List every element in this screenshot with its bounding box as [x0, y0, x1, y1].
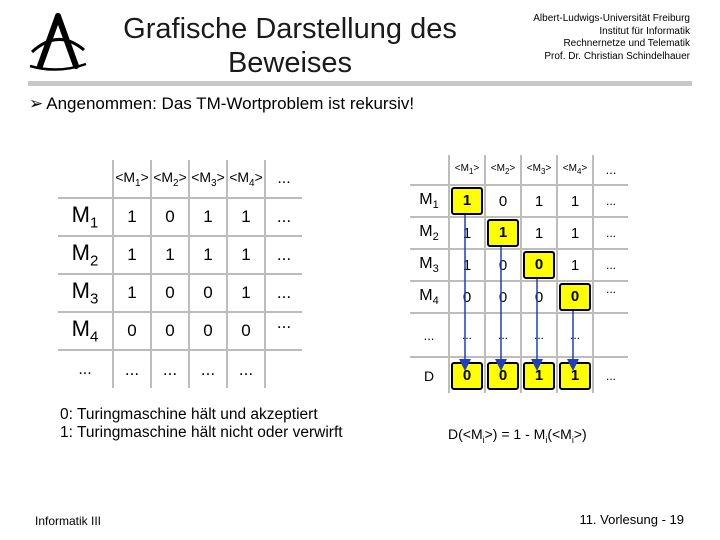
table-row-d: D 0 0 1 1 ...: [410, 357, 628, 393]
d-cell: 0: [485, 357, 521, 393]
matrix-cell: 0: [449, 281, 485, 313]
matrix-cell: 1: [227, 274, 265, 312]
matrix-cell: ...: [189, 350, 227, 388]
matrix-cell: 0: [151, 274, 189, 312]
matrix-cell: 0: [189, 274, 227, 312]
matrix-cell: ...: [265, 312, 302, 350]
table-row: ... ... ... ... ...: [58, 350, 302, 388]
footer-slide-number: 11. Vorlesung - 19: [579, 512, 684, 527]
matrix-cell: 1: [227, 236, 265, 274]
column-header: $<M_2>$: [485, 155, 521, 185]
column-header: $<M_4>$: [227, 160, 265, 198]
matrix-cell: ...: [593, 249, 628, 281]
column-header-ellipsis: ...: [265, 160, 302, 198]
bullet-point: [29, 94, 414, 114]
column-header: $<M_3>$: [189, 160, 227, 198]
matrix-cell: 1: [449, 217, 485, 249]
matrix-cell: 0: [521, 281, 557, 313]
matrix-cell: ...: [593, 185, 628, 217]
matrix-cell: 1: [521, 217, 557, 249]
matrix-cell: 1: [227, 198, 265, 236]
matrix-cell: 1: [113, 274, 151, 312]
column-header: $<M_3>$: [521, 155, 557, 185]
table-row: $M_1$ 1 0 1 1 ...: [58, 198, 302, 236]
matrix-cell: 0: [151, 198, 189, 236]
institution-block: [460, 13, 690, 63]
diagonal-cell: 1: [485, 217, 521, 249]
table-row: $M_2$ 1 1 1 1 ...: [410, 217, 628, 249]
matrix-cell: ...: [449, 313, 485, 357]
institution-line: Albert-Ludwigs-Universität Freiburg: [533, 13, 690, 24]
title-line-2: Beweises: [227, 47, 353, 79]
matrix-cell: 0: [485, 185, 521, 217]
university-logo-icon: [28, 10, 88, 72]
matrix-cell: 0: [113, 312, 151, 350]
formula: $D(<M_i>) = 1 - M_i(<M_i>)$: [448, 426, 587, 445]
table-row: $M_4$ 0 0 0 0 ...: [410, 281, 628, 313]
matrix-cell: 1: [113, 198, 151, 236]
matrix-cell: ...: [593, 357, 628, 393]
matrix-cell: ...: [557, 313, 593, 357]
table-row: $M_4$ 0 0 0 0 ...: [58, 312, 302, 350]
matrix-cell: 0: [189, 312, 227, 350]
legend: [60, 406, 343, 442]
title-line-1: Grafische Darstellung des: [123, 13, 457, 45]
matrix-cell: ...: [521, 313, 557, 357]
matrix-cell: [593, 313, 628, 357]
column-header-ellipsis: ...: [593, 155, 628, 185]
diagonal-cell: 1: [449, 185, 485, 217]
matrix-cell: ...: [113, 350, 151, 388]
matrix-cell: 1: [557, 217, 593, 249]
column-header: $<M_4>$: [557, 155, 593, 185]
column-header: $<M_1>$: [113, 160, 151, 198]
bullet-text: Angenommen: Das TM-Wortproblem ist rekursiv!: [46, 94, 415, 113]
matrix-cell: ...: [265, 274, 302, 312]
slide-title: [100, 12, 480, 80]
column-header: $<M_1>$: [449, 155, 485, 185]
matrix-cell: ...: [485, 313, 521, 357]
matrix-cell: [265, 350, 302, 388]
matrix-cell: 1: [113, 236, 151, 274]
right-matrix: [410, 155, 628, 393]
matrix-cell: ...: [265, 198, 302, 236]
matrix-cell: 1: [557, 185, 593, 217]
matrix-cell: ...: [227, 350, 265, 388]
matrix-cell: 1: [189, 198, 227, 236]
d-cell: 1: [557, 357, 593, 393]
d-cell: 1: [521, 357, 557, 393]
table-row: ... ... ... ... ...: [410, 313, 628, 357]
table-row: $M_3$ 1 0 0 1 ...: [410, 249, 628, 281]
matrix-cell: ...: [151, 350, 189, 388]
institution-line: Prof. Dr. Christian Schindelhauer: [544, 50, 690, 62]
matrix-cell: ...: [593, 217, 628, 249]
footer-course: Informatik III: [35, 514, 102, 528]
left-matrix: [58, 160, 302, 388]
header-divider: [28, 81, 692, 86]
legend-line: 0: Turingmaschine hält und akzeptiert: [60, 406, 318, 423]
diagonal-cell: 0: [557, 281, 593, 313]
matrix-cell: 0: [227, 312, 265, 350]
legend-line: 1: Turingmaschine hält nicht oder verwirft: [60, 424, 343, 441]
matrix-cell: 0: [485, 281, 521, 313]
institution-line: Institut für Informatik: [599, 25, 690, 37]
diagonal-cell: 0: [521, 249, 557, 281]
matrix-cell: ...: [593, 281, 628, 313]
table-row: $M_2$ 1 1 1 1 ...: [58, 236, 302, 274]
d-cell: 0: [449, 357, 485, 393]
matrix-cell: 1: [449, 249, 485, 281]
matrix-cell: 1: [557, 249, 593, 281]
matrix-cell: 1: [189, 236, 227, 274]
column-header: $<M_2>$: [151, 160, 189, 198]
matrix-cell: 1: [151, 236, 189, 274]
table-row: $M_1$ 1 0 1 1 ...: [410, 185, 628, 217]
matrix-cell: 0: [151, 312, 189, 350]
matrix-cell: 1: [521, 185, 557, 217]
matrix-cell: 0: [485, 249, 521, 281]
institution-line: Rechnernetze und Telematik: [563, 38, 690, 49]
bullet-arrow-icon: ➢: [29, 94, 44, 114]
matrix-cell: ...: [265, 236, 302, 274]
table-row: $M_3$ 1 0 0 1 ...: [58, 274, 302, 312]
